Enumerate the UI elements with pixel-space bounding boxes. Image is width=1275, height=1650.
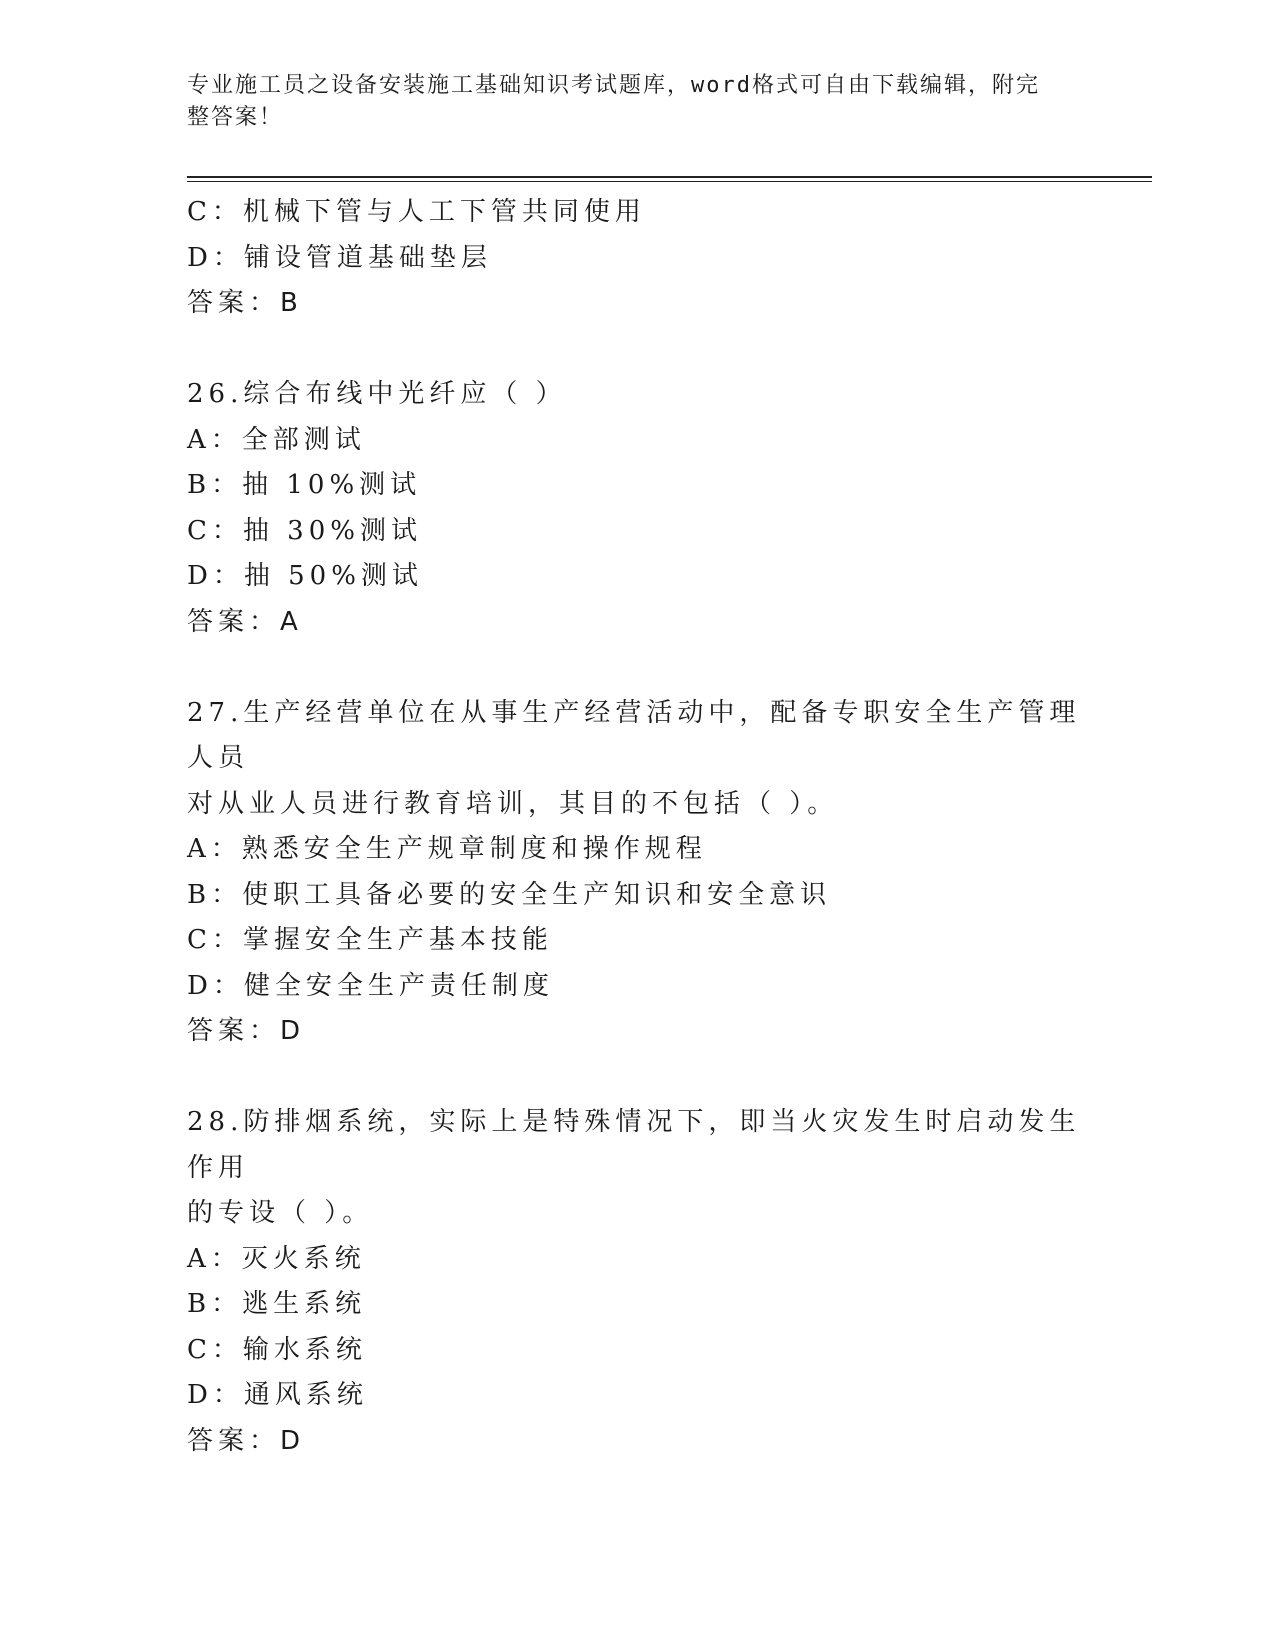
question-27 — [187, 691, 1087, 1055]
option-c: C：机械下管与人工下管共同使用 — [187, 197, 646, 227]
option-d: D：抽 50%测试 — [187, 561, 423, 591]
question-28 — [187, 1100, 1087, 1464]
question-stem-continued: 对从业人员进行教育培训，其目的不包括（ ）。 — [187, 788, 839, 819]
option-c: C：抽 30%测试 — [187, 515, 422, 546]
option-a: A：全部测试 — [187, 424, 366, 455]
question-stem-continued: 的专设（ ）。 — [187, 1198, 374, 1228]
header-divider-thin — [187, 181, 1152, 182]
option-b: B：逃生系统 — [187, 1289, 367, 1319]
spacer — [187, 327, 1087, 373]
option-d: D：通风系统 — [187, 1380, 368, 1410]
option-a: A：熟悉安全生产规章制度和操作规程 — [187, 834, 707, 864]
answer-line: 答案：D — [187, 1016, 306, 1046]
header-line-2: 整答案！ — [187, 105, 284, 130]
option-b: B：抽 10%测试 — [187, 470, 422, 500]
spacer — [187, 1055, 1087, 1101]
question-stem: 26.综合布线中光纤应（ ） — [187, 379, 567, 409]
option-d: D：健全安全生产责任制度 — [187, 970, 554, 1001]
header-line-1: 专业施工员之设备安装施工基础知识考试题库，word格式可自由下载编辑，附完 — [187, 73, 1040, 98]
answer-line: 答案：A — [187, 606, 303, 637]
document-header — [187, 70, 1067, 134]
question-content — [187, 190, 1087, 1464]
question-26 — [187, 372, 1087, 645]
option-b: B：使职工具备必要的安全生产知识和安全意识 — [187, 879, 832, 910]
question-stem: 28.防排烟系统，实际上是特殊情况下，即当火灾发生时启动发生作用 — [187, 1107, 1081, 1183]
answer-line: 答案：B — [187, 288, 303, 318]
option-c: C：输水系统 — [187, 1334, 367, 1365]
header-divider-thick — [187, 176, 1152, 178]
option-d: D：铺设管道基础垫层 — [187, 242, 492, 273]
question-stem: 27.生产经营单位在从事生产经营活动中，配备专职安全生产管理人员 — [187, 697, 1081, 773]
option-c: C：掌握安全生产基本技能 — [187, 925, 553, 955]
spacer — [187, 645, 1087, 691]
answer-line: 答案：D — [187, 1425, 306, 1456]
option-a: A：灭火系统 — [187, 1243, 366, 1274]
